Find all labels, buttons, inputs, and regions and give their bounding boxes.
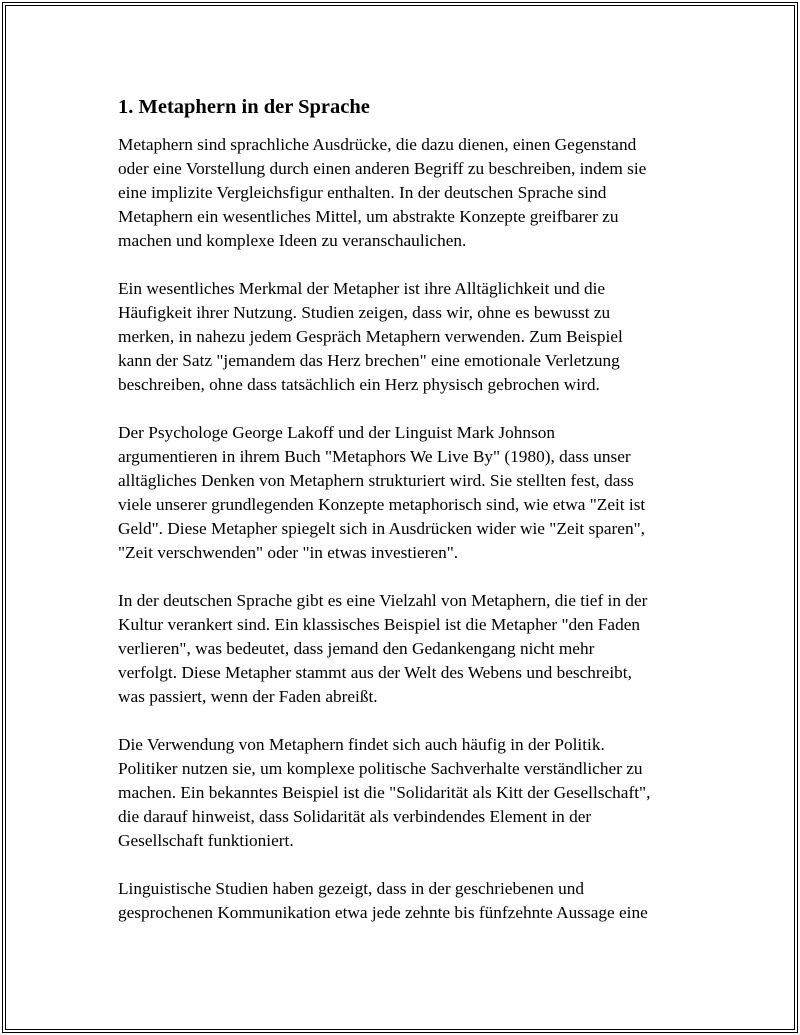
text-line: viele unserer grundlegenden Konzepte metaphorisch sind, wie etwa "Zeit ist: [118, 495, 646, 514]
paragraph-2: [118, 277, 698, 397]
section-heading: 1. Metaphern in der Sprache: [118, 96, 370, 118]
text-line: Geld". Diese Metapher spiegelt sich in Ausdrücken wider wie "Zeit sparen",: [118, 519, 645, 538]
text-line: machen. Ein bekanntes Beispiel ist die "Solidarität als Kitt der Gesellschaft",: [118, 783, 651, 802]
text-line: verlieren", was bedeutet, dass jemand den Gedankengang nicht mehr: [118, 639, 595, 658]
paragraph-6: [118, 877, 698, 925]
text-line: Ein wesentliches Merkmal der Metapher ist ihre Alltäglichkeit und die: [118, 279, 606, 298]
text-line: Die Verwendung von Metaphern findet sich auch häufig in der Politik.: [118, 735, 605, 754]
paragraph-4: [118, 589, 698, 709]
text-line: argumentieren in ihrem Buch "Metaphors We Live By" (1980), dass unser: [118, 447, 631, 466]
paragraph-1: [118, 133, 698, 253]
text-line: Häufigkeit ihrer Nutzung. Studien zeigen, dass wir, ohne es bewusst zu: [118, 303, 611, 322]
text-line: kann der Satz "jemandem das Herz brechen" eine emotionale Verletzung: [118, 351, 620, 370]
text-line: Der Psychologe George Lakoff und der Linguist Mark Johnson: [118, 423, 556, 442]
text-line: In der deutschen Sprache gibt es eine Vielzahl von Metaphern, die tief in der: [118, 591, 648, 610]
text-line: Metaphern ein wesentliches Mittel, um abstrakte Konzepte greifbarer zu: [118, 207, 619, 226]
text-line: merken, in nahezu jedem Gespräch Metaphern verwenden. Zum Beispiel: [118, 327, 623, 346]
text-line: alltägliches Denken von Metaphern strukturiert wird. Sie stellten fest, dass: [118, 471, 634, 490]
text-line: oder eine Vorstellung durch einen anderen Begriff zu beschreiben, indem sie: [118, 159, 647, 178]
text-line: die darauf hinweist, dass Solidarität als verbindendes Element in der: [118, 807, 592, 826]
text-line: eine implizite Vergleichsfigur enthalten. In der deutschen Sprache sind: [118, 183, 607, 202]
text-line: Gesellschaft funktioniert.: [118, 831, 294, 850]
text-line: beschreiben, ohne dass tatsächlich ein Herz physisch gebrochen wird.: [118, 375, 600, 394]
text-line: Metaphern sind sprachliche Ausdrücke, die dazu dienen, einen Gegenstand: [118, 135, 637, 154]
text-line: "Zeit verschwenden" oder "in etwas investieren".: [118, 543, 459, 562]
text-line: was passiert, wenn der Faden abreißt.: [118, 687, 378, 706]
text-line: machen und komplexe Ideen zu veranschaulichen.: [118, 231, 467, 250]
text-line: verfolgt. Diese Metapher stammt aus der Welt des Webens und beschreibt,: [118, 663, 632, 682]
text-line: Linguistische Studien haben gezeigt, dass in der geschriebenen und: [118, 879, 584, 898]
paragraph-3: [118, 421, 698, 565]
document-body: [118, 94, 698, 949]
paragraph-5: [118, 733, 698, 853]
text-line: gesprochenen Kommunikation etwa jede zehnte bis fünfzehnte Aussage eine: [118, 903, 648, 922]
text-line: Kultur verankert sind. Ein klassisches Beispiel ist die Metapher "den Faden: [118, 615, 641, 634]
text-line: Politiker nutzen sie, um komplexe politische Sachverhalte verständlicher zu: [118, 759, 643, 778]
